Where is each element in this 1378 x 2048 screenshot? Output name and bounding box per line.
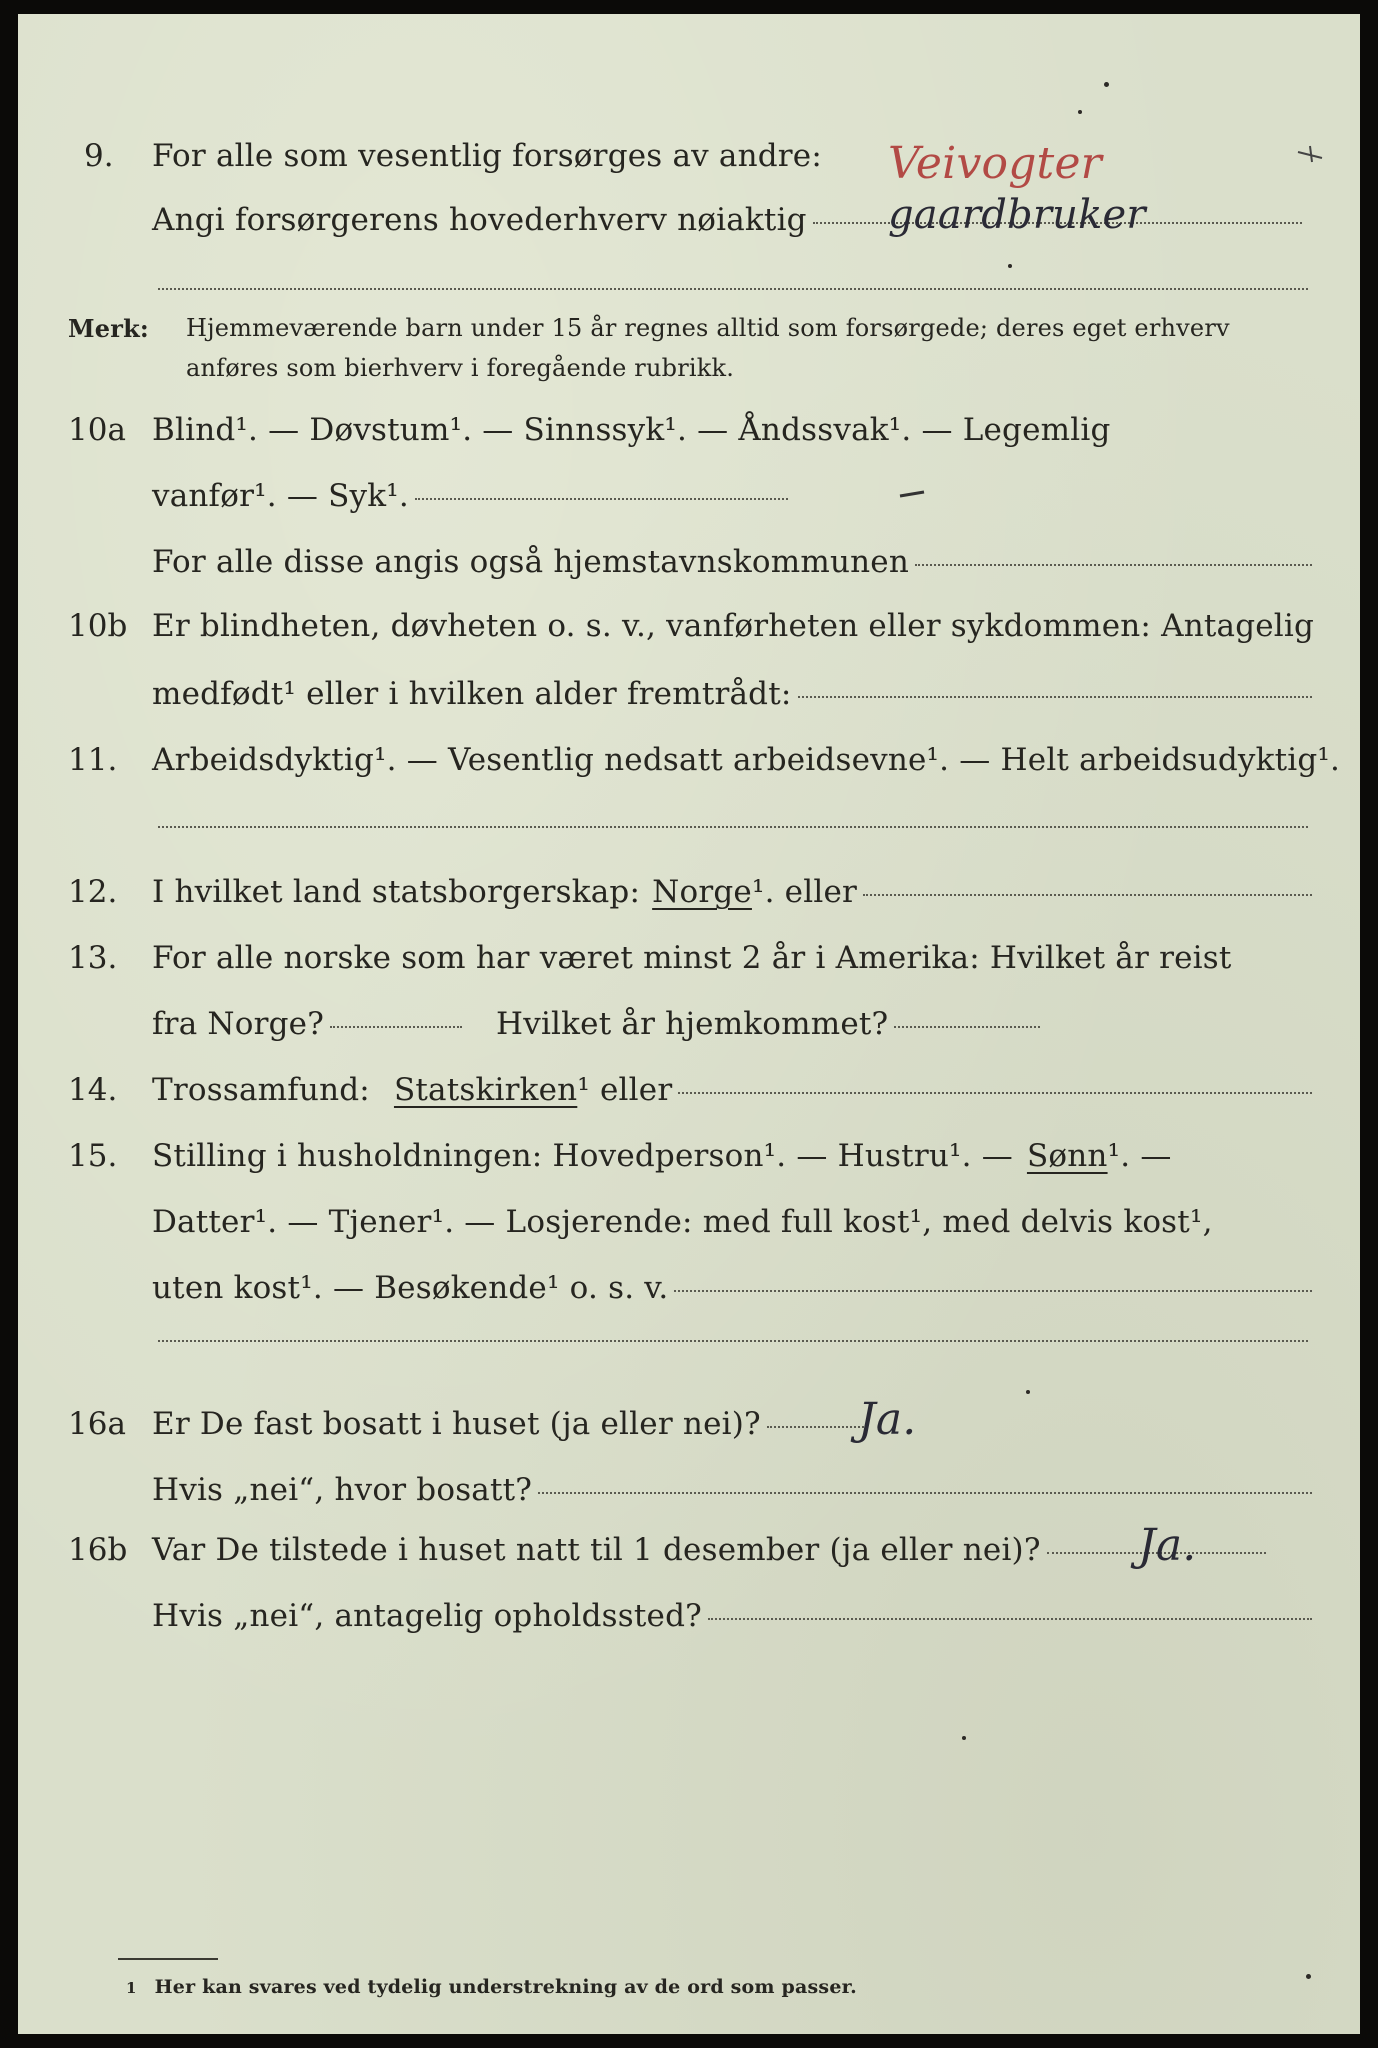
footnote-marker: 1 — [126, 1979, 137, 1997]
q16b-line2 — [152, 1598, 1312, 1634]
q12-label: I hvilket land statsborgerskap: — [152, 874, 641, 910]
q10b-number: 10b — [68, 608, 128, 644]
q12-norge-underlined[interactable]: Norge — [652, 874, 752, 910]
footnote-rule — [118, 1958, 218, 1960]
q16b-label1: Var De tilstede i huset natt til 1 desember (ja eller nei)? — [152, 1532, 1041, 1568]
pencil-mark — [898, 490, 928, 500]
ink-speck — [1104, 82, 1109, 87]
q11-blank-line — [158, 826, 1308, 828]
q12-suffix: ¹. eller — [751, 874, 858, 910]
q15-line1 — [152, 1138, 1172, 1174]
q9-line1 — [152, 138, 852, 174]
q16a-answer-line — [767, 1426, 867, 1428]
q14-statskirken-underlined[interactable]: Statskirken — [393, 1072, 578, 1108]
q16a-bosatt-line — [538, 1492, 1312, 1494]
q10a-answer-line — [415, 498, 788, 500]
q10a-label2: vanfør¹. — Syk¹. — [152, 478, 409, 514]
q9-label2: Angi forsørgerens hovederhverv nøiaktig — [152, 202, 807, 238]
ink-speck — [1078, 110, 1082, 114]
q9-number: 9. — [84, 138, 114, 174]
q15-number: 15. — [68, 1138, 118, 1174]
q15-line2: Datter¹. — Tjener¹. — Losjerende: med full kost¹, med delvis kost¹, — [152, 1204, 1213, 1240]
q11-number: 11. — [68, 742, 118, 778]
q13-label2b: Hvilket år hjemkommet? — [496, 1006, 889, 1042]
q15-answer-line — [674, 1290, 1312, 1292]
q10a-label3: For alle disse angis også hjemstavnskommunen — [152, 544, 909, 580]
merk-line2: anføres som bierhverv i foregående rubrikk. — [186, 354, 735, 382]
q10a-number: 10a — [68, 412, 126, 448]
census-form-page — [18, 14, 1360, 2034]
ink-speck — [962, 1736, 966, 1740]
q10b-line2 — [152, 676, 1312, 712]
q10b-line1: Er blindheten, døvheten o. s. v., vanførheten eller sykdommen: Antagelig — [152, 608, 1315, 644]
q10a-hjemstavn-line — [915, 564, 1312, 566]
q16a-answer[interactable]: Ja. — [858, 1394, 917, 1445]
q15-label1-suffix: ¹. — — [1107, 1138, 1172, 1174]
q14-number: 14. — [68, 1072, 118, 1108]
merk-label: Merk: — [68, 314, 149, 343]
q15-label1: Stilling i husholdningen: Hovedperson¹. — Hustru¹. — — [152, 1138, 1013, 1174]
footnote-text: Her kan svares ved tydelig understrekning av de ord som passer. — [154, 1976, 857, 1998]
q10b-label2: medfødt¹ eller i hvilken alder fremtrådt: — [152, 676, 792, 712]
q12-number: 12. — [68, 874, 118, 910]
footnote — [126, 1976, 857, 1998]
q16b-label2: Hvis „nei“, antagelig opholdssted? — [152, 1598, 702, 1634]
q9-label: For alle som vesentlig forsørges av andre: — [152, 138, 822, 174]
ink-speck — [1026, 1390, 1030, 1394]
q10b-answer-line — [798, 696, 1312, 698]
q10a-line3 — [152, 544, 1312, 580]
q13-hjemkommet-line — [894, 1026, 1040, 1028]
q10a-line1: Blind¹. — Døvstum¹. — Sinnssyk¹. — Åndssvak¹. — Legemlig — [152, 412, 1111, 448]
q14-label: Trossamfund: — [152, 1072, 370, 1108]
q16a-label1: Er De fast bosatt i huset (ja eller nei)? — [152, 1406, 761, 1442]
q16b-number: 16b — [68, 1532, 128, 1568]
q13-number: 13. — [68, 940, 118, 976]
q9-blank-line — [158, 288, 1308, 290]
q16b-opholdssted-line — [708, 1618, 1312, 1620]
q14-suffix: ¹ eller — [577, 1072, 673, 1108]
q15-label3: uten kost¹. — Besøkende¹ o. s. v. — [152, 1270, 669, 1306]
q11-line1: Arbeidsdyktig¹. — Vesentlig nedsatt arbeidsevne¹. — Helt arbeidsudyktig¹. — [152, 742, 1341, 778]
q14-line — [152, 1072, 1312, 1108]
q13-line2b — [496, 1006, 1040, 1042]
q13-label2a: fra Norge? — [152, 1006, 325, 1042]
q16a-number: 16a — [68, 1406, 126, 1442]
q16a-line2 — [152, 1472, 1312, 1508]
q15-blank-line — [158, 1340, 1308, 1342]
q12-line — [152, 874, 1312, 910]
q16a-label2: Hvis „nei“, hvor bosatt? — [152, 1472, 533, 1508]
q10a-line2 — [152, 478, 788, 514]
q13-line1: For alle norske som har været minst 2 år i Amerika: Hvilket år reist — [152, 940, 1232, 976]
ink-speck — [1306, 1974, 1311, 1979]
q16b-line1 — [152, 1532, 1266, 1568]
q13-reist-line — [330, 1026, 462, 1028]
pencil-mark — [1296, 144, 1326, 164]
ink-speck — [1008, 264, 1012, 268]
q16a-line1 — [152, 1406, 952, 1442]
q13-line2a — [152, 1006, 462, 1042]
q15-sonn-underlined[interactable]: Sønn — [1026, 1138, 1108, 1174]
q9-answer-occupation[interactable]: Veivogter — [888, 138, 1102, 189]
q9-answer-provider[interactable]: gaardbruker — [888, 192, 1146, 238]
q16b-answer[interactable]: Ja. — [1138, 1520, 1197, 1571]
merk-line1: Hjemmeværende barn under 15 år regnes alltid som forsørgede; deres eget erhverv — [186, 314, 1230, 342]
q14-answer-line — [678, 1092, 1312, 1094]
q12-answer-line — [863, 894, 1312, 896]
q15-line3 — [152, 1270, 1312, 1306]
